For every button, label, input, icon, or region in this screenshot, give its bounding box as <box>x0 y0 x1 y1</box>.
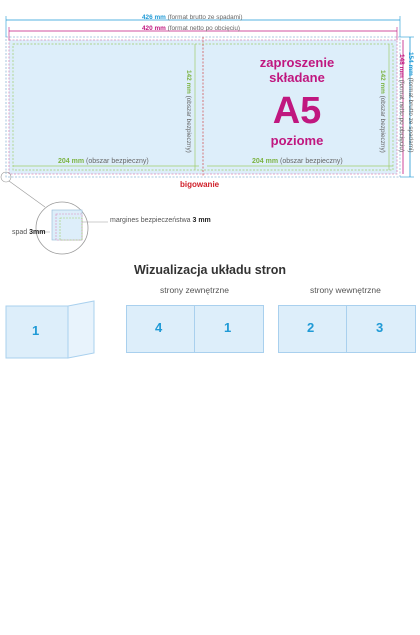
net-height-label: 148 mm (format netto po obcięciu) <box>398 54 405 153</box>
safe-width-right-label: 204 mm (obszar bezpieczny) <box>252 158 343 165</box>
cover-page-number: 1 <box>32 323 40 338</box>
product-line2: składane <box>269 70 325 85</box>
safety-margin-label: margines bezpieczeństwa 3 mm <box>110 217 211 224</box>
inner-page-right-number: 3 <box>376 320 384 335</box>
folded-card <box>0 298 98 362</box>
outer-page-left <box>126 305 196 353</box>
total-width-label: 426 mm (format brutto ze spadami) <box>142 14 243 21</box>
fold-label: bigowanie <box>180 180 220 189</box>
product-title <box>238 55 356 85</box>
inner-page-right <box>346 305 416 353</box>
inner-page-left-number: 2 <box>307 320 315 335</box>
safe-height-right-label: 142 mm (obszar bezpieczny) <box>379 70 386 153</box>
inner-pages-label: strony wewnętrzne <box>310 285 381 295</box>
outer-page-right-number: 1 <box>224 320 232 335</box>
outer-page-left-number: 4 <box>155 320 163 335</box>
net-width-label: 420 mm (format netto po obcięciu) <box>142 25 241 32</box>
outer-page-right <box>194 305 264 353</box>
layout-title: Wizualizacja układu stron <box>133 263 286 277</box>
inner-page-left <box>278 305 348 353</box>
outer-pages-label: strony zewnętrzne <box>160 285 229 295</box>
safe-height-left-label: 142 mm (obszar bezpieczny) <box>185 70 192 153</box>
bleed-label: spad 3mm <box>12 229 46 236</box>
safe-width-left-label: 204 mm (obszar bezpieczny) <box>58 158 149 165</box>
product-format: A5 <box>272 90 322 132</box>
product-line1: zaproszenie <box>259 55 335 70</box>
product-orientation: poziome <box>270 133 324 148</box>
total-height-label: 154 mm (format brutto ze spadami) <box>407 52 414 153</box>
